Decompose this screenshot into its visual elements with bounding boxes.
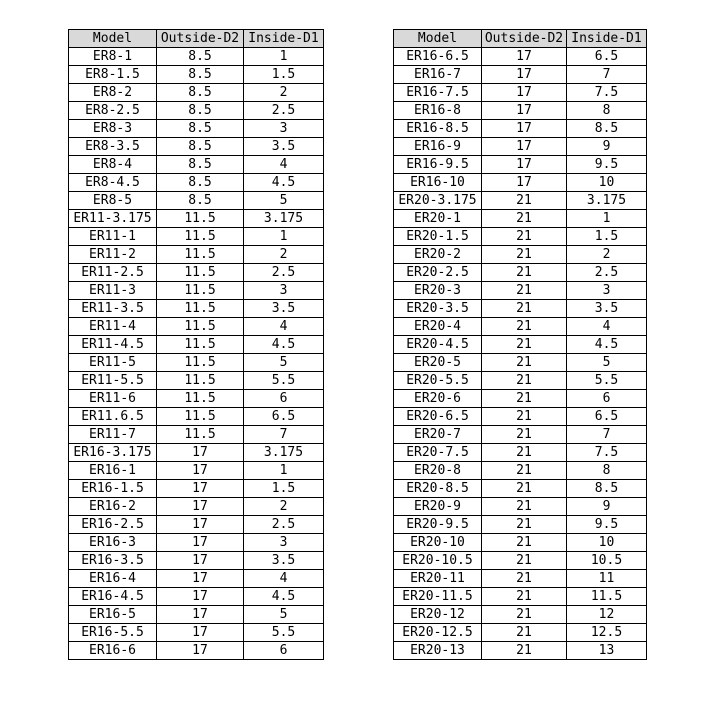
cell-model: ER20-5.5 — [394, 372, 482, 390]
cell-inside-d1: 8 — [567, 102, 647, 120]
cell-inside-d1: 5 — [244, 606, 324, 624]
cell-model: ER8-4 — [69, 156, 157, 174]
cell-outside-d2: 8.5 — [157, 84, 244, 102]
cell-outside-d2: 21 — [482, 318, 567, 336]
table-row — [394, 480, 647, 498]
cell-inside-d1: 3.5 — [244, 138, 324, 156]
cell-outside-d2: 11.5 — [157, 300, 244, 318]
header-inside-d1: Inside-D1 — [244, 30, 324, 48]
table-row — [394, 498, 647, 516]
cell-model: ER11-2 — [69, 246, 157, 264]
cell-inside-d1: 4 — [244, 570, 324, 588]
cell-model: ER20-10 — [394, 534, 482, 552]
cell-outside-d2: 11.5 — [157, 282, 244, 300]
cell-model: ER20-6.5 — [394, 408, 482, 426]
cell-outside-d2: 21 — [482, 552, 567, 570]
cell-inside-d1: 4 — [244, 318, 324, 336]
cell-inside-d1: 2.5 — [244, 264, 324, 282]
cell-inside-d1: 9 — [567, 138, 647, 156]
cell-model: ER20-8 — [394, 462, 482, 480]
table-row — [394, 354, 647, 372]
cell-model: ER20-3.5 — [394, 300, 482, 318]
table-row — [69, 372, 324, 390]
cell-model: ER16-1.5 — [69, 480, 157, 498]
cell-model: ER16-1 — [69, 462, 157, 480]
cell-inside-d1: 6 — [244, 390, 324, 408]
cell-inside-d1: 3.5 — [244, 552, 324, 570]
table-row — [69, 642, 324, 660]
cell-model: ER20-8.5 — [394, 480, 482, 498]
cell-outside-d2: 17 — [157, 444, 244, 462]
table-row — [394, 102, 647, 120]
cell-inside-d1: 6.5 — [567, 408, 647, 426]
cell-outside-d2: 21 — [482, 498, 567, 516]
cell-outside-d2: 17 — [482, 156, 567, 174]
cell-outside-d2: 8.5 — [157, 192, 244, 210]
cell-inside-d1: 4.5 — [567, 336, 647, 354]
cell-inside-d1: 5.5 — [244, 372, 324, 390]
cell-model: ER20-12 — [394, 606, 482, 624]
table-row — [69, 534, 324, 552]
cell-outside-d2: 11.5 — [157, 264, 244, 282]
header-outside-d2: Outside-D2 — [482, 30, 567, 48]
cell-model: ER16-6 — [69, 642, 157, 660]
table-row — [69, 300, 324, 318]
cell-model: ER16-3.5 — [69, 552, 157, 570]
cell-inside-d1: 2 — [244, 84, 324, 102]
table-row — [69, 84, 324, 102]
cell-outside-d2: 8.5 — [157, 102, 244, 120]
cell-outside-d2: 17 — [157, 606, 244, 624]
cell-model: ER20-10.5 — [394, 552, 482, 570]
cell-outside-d2: 11.5 — [157, 390, 244, 408]
table-row — [69, 48, 324, 66]
cell-inside-d1: 9.5 — [567, 516, 647, 534]
table-row — [394, 624, 647, 642]
cell-model: ER20-7.5 — [394, 444, 482, 462]
table-row — [394, 210, 647, 228]
cell-outside-d2: 21 — [482, 444, 567, 462]
cell-outside-d2: 11.5 — [157, 336, 244, 354]
table-row — [394, 66, 647, 84]
cell-model: ER20-6 — [394, 390, 482, 408]
table-row — [394, 552, 647, 570]
cell-inside-d1: 13 — [567, 642, 647, 660]
header-row — [394, 30, 647, 48]
table-row — [394, 588, 647, 606]
table-row — [394, 318, 647, 336]
cell-inside-d1: 2.5 — [244, 516, 324, 534]
table-row — [394, 246, 647, 264]
cell-inside-d1: 10.5 — [567, 552, 647, 570]
cell-model: ER11-3.175 — [69, 210, 157, 228]
cell-inside-d1: 1 — [567, 210, 647, 228]
cell-inside-d1: 4.5 — [244, 174, 324, 192]
table-row — [69, 426, 324, 444]
cell-outside-d2: 21 — [482, 372, 567, 390]
cell-outside-d2: 17 — [482, 102, 567, 120]
table-row — [394, 156, 647, 174]
cell-inside-d1: 9.5 — [567, 156, 647, 174]
cell-outside-d2: 17 — [157, 480, 244, 498]
cell-inside-d1: 8.5 — [567, 480, 647, 498]
table-row — [394, 192, 647, 210]
cell-outside-d2: 17 — [157, 588, 244, 606]
cell-outside-d2: 21 — [482, 210, 567, 228]
cell-model: ER11.6.5 — [69, 408, 157, 426]
table-row — [69, 480, 324, 498]
cell-inside-d1: 3 — [244, 120, 324, 138]
cell-model: ER20-7 — [394, 426, 482, 444]
table-row — [394, 300, 647, 318]
cell-model: ER11-3 — [69, 282, 157, 300]
table-row — [69, 282, 324, 300]
table-row — [69, 246, 324, 264]
cell-inside-d1: 1.5 — [244, 480, 324, 498]
table-row — [69, 228, 324, 246]
cell-outside-d2: 17 — [157, 516, 244, 534]
table-row — [69, 606, 324, 624]
table-row — [394, 408, 647, 426]
table-row — [394, 282, 647, 300]
cell-inside-d1: 11.5 — [567, 588, 647, 606]
cell-outside-d2: 11.5 — [157, 372, 244, 390]
table-row — [69, 444, 324, 462]
table-row — [394, 174, 647, 192]
cell-model: ER11-5 — [69, 354, 157, 372]
cell-outside-d2: 8.5 — [157, 174, 244, 192]
cell-model: ER11-1 — [69, 228, 157, 246]
right-spec-table — [393, 29, 647, 660]
table-row — [394, 84, 647, 102]
cell-outside-d2: 21 — [482, 534, 567, 552]
cell-inside-d1: 2.5 — [567, 264, 647, 282]
cell-inside-d1: 1 — [244, 462, 324, 480]
cell-outside-d2: 21 — [482, 282, 567, 300]
cell-inside-d1: 2 — [567, 246, 647, 264]
cell-model: ER20-9 — [394, 498, 482, 516]
cell-inside-d1: 7 — [567, 426, 647, 444]
table-row — [69, 174, 324, 192]
table-row — [394, 138, 647, 156]
cell-model: ER20-11 — [394, 570, 482, 588]
cell-model: ER11-4.5 — [69, 336, 157, 354]
cell-model: ER16-2 — [69, 498, 157, 516]
cell-model: ER16-5 — [69, 606, 157, 624]
cell-inside-d1: 11 — [567, 570, 647, 588]
cell-inside-d1: 6.5 — [567, 48, 647, 66]
cell-inside-d1: 3.175 — [567, 192, 647, 210]
cell-inside-d1: 12 — [567, 606, 647, 624]
table-row — [394, 606, 647, 624]
cell-outside-d2: 21 — [482, 264, 567, 282]
cell-outside-d2: 11.5 — [157, 408, 244, 426]
cell-outside-d2: 8.5 — [157, 48, 244, 66]
header-model: Model — [394, 30, 482, 48]
cell-outside-d2: 17 — [157, 642, 244, 660]
cell-outside-d2: 21 — [482, 462, 567, 480]
table-row — [69, 210, 324, 228]
table-row — [394, 336, 647, 354]
cell-model: ER16-3.175 — [69, 444, 157, 462]
cell-model: ER8-3 — [69, 120, 157, 138]
cell-inside-d1: 8 — [567, 462, 647, 480]
left-spec-table — [68, 29, 324, 660]
table-row — [69, 390, 324, 408]
cell-outside-d2: 17 — [157, 570, 244, 588]
cell-outside-d2: 11.5 — [157, 228, 244, 246]
table-row — [394, 120, 647, 138]
cell-model: ER11-5.5 — [69, 372, 157, 390]
cell-outside-d2: 21 — [482, 192, 567, 210]
cell-model: ER16-5.5 — [69, 624, 157, 642]
cell-model: ER16-9 — [394, 138, 482, 156]
cell-model: ER20-4 — [394, 318, 482, 336]
cell-inside-d1: 1.5 — [244, 66, 324, 84]
cell-inside-d1: 1 — [244, 48, 324, 66]
cell-inside-d1: 12.5 — [567, 624, 647, 642]
cell-inside-d1: 6 — [244, 642, 324, 660]
cell-outside-d2: 11.5 — [157, 354, 244, 372]
cell-outside-d2: 11.5 — [157, 210, 244, 228]
table-row — [394, 372, 647, 390]
table-row — [69, 156, 324, 174]
cell-model: ER8-3.5 — [69, 138, 157, 156]
cell-model: ER20-1 — [394, 210, 482, 228]
cell-outside-d2: 21 — [482, 588, 567, 606]
cell-outside-d2: 21 — [482, 426, 567, 444]
table-row — [69, 552, 324, 570]
cell-outside-d2: 21 — [482, 300, 567, 318]
cell-outside-d2: 8.5 — [157, 138, 244, 156]
cell-model: ER20-9.5 — [394, 516, 482, 534]
table-row — [69, 462, 324, 480]
cell-inside-d1: 5.5 — [244, 624, 324, 642]
cell-outside-d2: 17 — [482, 120, 567, 138]
cell-model: ER20-11.5 — [394, 588, 482, 606]
cell-outside-d2: 17 — [482, 48, 567, 66]
cell-inside-d1: 2.5 — [244, 102, 324, 120]
cell-outside-d2: 17 — [482, 84, 567, 102]
cell-model: ER8-4.5 — [69, 174, 157, 192]
cell-outside-d2: 17 — [157, 534, 244, 552]
cell-outside-d2: 21 — [482, 516, 567, 534]
cell-outside-d2: 17 — [482, 138, 567, 156]
cell-outside-d2: 21 — [482, 606, 567, 624]
cell-model: ER11-3.5 — [69, 300, 157, 318]
cell-inside-d1: 8.5 — [567, 120, 647, 138]
cell-outside-d2: 17 — [157, 624, 244, 642]
cell-outside-d2: 21 — [482, 246, 567, 264]
cell-inside-d1: 3 — [567, 282, 647, 300]
table-row — [394, 390, 647, 408]
cell-outside-d2: 21 — [482, 408, 567, 426]
table-row — [69, 354, 324, 372]
cell-outside-d2: 17 — [157, 498, 244, 516]
cell-outside-d2: 8.5 — [157, 120, 244, 138]
cell-outside-d2: 17 — [482, 66, 567, 84]
cell-inside-d1: 7.5 — [567, 84, 647, 102]
cell-model: ER8-2.5 — [69, 102, 157, 120]
cell-inside-d1: 4 — [567, 318, 647, 336]
cell-inside-d1: 5.5 — [567, 372, 647, 390]
cell-model: ER8-2 — [69, 84, 157, 102]
cell-inside-d1: 2 — [244, 498, 324, 516]
table-row — [394, 426, 647, 444]
cell-inside-d1: 6.5 — [244, 408, 324, 426]
cell-inside-d1: 7.5 — [567, 444, 647, 462]
cell-model: ER20-13 — [394, 642, 482, 660]
cell-model: ER16-6.5 — [394, 48, 482, 66]
cell-model: ER16-9.5 — [394, 156, 482, 174]
table-row — [69, 624, 324, 642]
table-row — [69, 570, 324, 588]
cell-model: ER8-1 — [69, 48, 157, 66]
cell-model: ER16-7 — [394, 66, 482, 84]
cell-inside-d1: 3 — [244, 534, 324, 552]
table-row — [394, 516, 647, 534]
table-row — [394, 264, 647, 282]
cell-model: ER11-7 — [69, 426, 157, 444]
cell-model: ER20-1.5 — [394, 228, 482, 246]
cell-outside-d2: 17 — [482, 174, 567, 192]
cell-model: ER20-2 — [394, 246, 482, 264]
cell-model: ER16-4 — [69, 570, 157, 588]
cell-model: ER11-6 — [69, 390, 157, 408]
table-row — [394, 570, 647, 588]
cell-inside-d1: 4.5 — [244, 336, 324, 354]
table-row — [69, 138, 324, 156]
cell-outside-d2: 21 — [482, 480, 567, 498]
cell-outside-d2: 21 — [482, 336, 567, 354]
cell-model: ER16-8.5 — [394, 120, 482, 138]
header-model: Model — [69, 30, 157, 48]
cell-outside-d2: 21 — [482, 228, 567, 246]
cell-model: ER16-2.5 — [69, 516, 157, 534]
cell-model: ER20-3.175 — [394, 192, 482, 210]
header-inside-d1: Inside-D1 — [567, 30, 647, 48]
table-row — [69, 498, 324, 516]
cell-outside-d2: 11.5 — [157, 246, 244, 264]
cell-outside-d2: 21 — [482, 354, 567, 372]
cell-inside-d1: 7 — [567, 66, 647, 84]
cell-outside-d2: 21 — [482, 642, 567, 660]
cell-outside-d2: 11.5 — [157, 318, 244, 336]
cell-outside-d2: 11.5 — [157, 426, 244, 444]
cell-outside-d2: 8.5 — [157, 66, 244, 84]
cell-model: ER20-2.5 — [394, 264, 482, 282]
cell-outside-d2: 8.5 — [157, 156, 244, 174]
cell-model: ER16-4.5 — [69, 588, 157, 606]
cell-inside-d1: 7 — [244, 426, 324, 444]
table-row — [394, 444, 647, 462]
cell-model: ER20-4.5 — [394, 336, 482, 354]
cell-inside-d1: 3.175 — [244, 210, 324, 228]
cell-outside-d2: 21 — [482, 624, 567, 642]
cell-model: ER8-5 — [69, 192, 157, 210]
table-row — [69, 120, 324, 138]
header-row — [69, 30, 324, 48]
cell-outside-d2: 17 — [157, 462, 244, 480]
cell-inside-d1: 6 — [567, 390, 647, 408]
cell-inside-d1: 4 — [244, 156, 324, 174]
cell-inside-d1: 9 — [567, 498, 647, 516]
cell-inside-d1: 10 — [567, 534, 647, 552]
table-row — [394, 534, 647, 552]
table-row — [394, 228, 647, 246]
cell-inside-d1: 2 — [244, 246, 324, 264]
cell-inside-d1: 5 — [244, 354, 324, 372]
header-outside-d2: Outside-D2 — [157, 30, 244, 48]
table-row — [394, 642, 647, 660]
table-row — [394, 48, 647, 66]
cell-model: ER11-2.5 — [69, 264, 157, 282]
cell-model: ER11-4 — [69, 318, 157, 336]
cell-model: ER20-3 — [394, 282, 482, 300]
cell-model: ER16-8 — [394, 102, 482, 120]
cell-outside-d2: 17 — [157, 552, 244, 570]
cell-inside-d1: 3.5 — [567, 300, 647, 318]
cell-inside-d1: 3.175 — [244, 444, 324, 462]
cell-model: ER16-3 — [69, 534, 157, 552]
cell-model: ER8-1.5 — [69, 66, 157, 84]
table-row — [69, 336, 324, 354]
cell-model: ER16-10 — [394, 174, 482, 192]
cell-inside-d1: 5 — [244, 192, 324, 210]
cell-model: ER20-5 — [394, 354, 482, 372]
table-row — [69, 264, 324, 282]
table-row — [69, 102, 324, 120]
table-row — [394, 462, 647, 480]
cell-outside-d2: 21 — [482, 390, 567, 408]
cell-inside-d1: 1 — [244, 228, 324, 246]
table-row — [69, 588, 324, 606]
table-row — [69, 318, 324, 336]
table-row — [69, 408, 324, 426]
cell-inside-d1: 10 — [567, 174, 647, 192]
cell-model: ER20-12.5 — [394, 624, 482, 642]
cell-inside-d1: 3.5 — [244, 300, 324, 318]
cell-inside-d1: 3 — [244, 282, 324, 300]
cell-inside-d1: 5 — [567, 354, 647, 372]
table-row — [69, 516, 324, 534]
cell-inside-d1: 1.5 — [567, 228, 647, 246]
table-row — [69, 66, 324, 84]
cell-model: ER16-7.5 — [394, 84, 482, 102]
table-row — [69, 192, 324, 210]
cell-inside-d1: 4.5 — [244, 588, 324, 606]
cell-outside-d2: 21 — [482, 570, 567, 588]
